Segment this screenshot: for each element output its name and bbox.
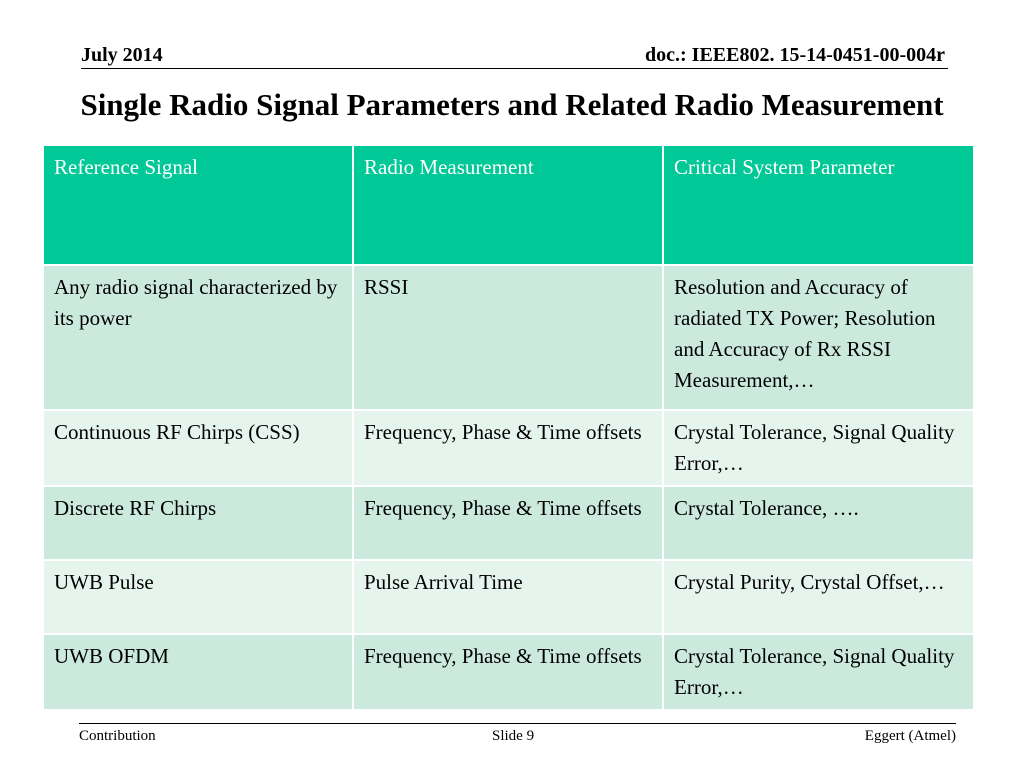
table-cell: Crystal Tolerance, …. <box>663 486 974 560</box>
header-date: July 2014 <box>81 44 163 66</box>
table-cell: Resolution and Accuracy of radiated TX Power; Resolution and Accuracy of Rx RSSI Measurement,… <box>663 265 974 410</box>
table-row <box>43 410 974 486</box>
column-header: Radio Measurement <box>353 145 663 265</box>
table-row <box>43 486 974 560</box>
table-cell: Any radio signal characterized by its power <box>43 265 353 410</box>
table-cell: Continuous RF Chirps (CSS) <box>43 410 353 486</box>
footer-rule <box>79 723 956 724</box>
slide-title: Single Radio Signal Parameters and Related Radio Measurement <box>80 87 944 122</box>
table-cell: Pulse Arrival Time <box>353 560 663 634</box>
table-header-row <box>43 145 974 265</box>
footer-left: Contribution <box>79 728 156 744</box>
table-cell: Crystal Tolerance, Signal Quality Error,… <box>663 634 974 710</box>
table-cell: RSSI <box>353 265 663 410</box>
parameters-table <box>42 144 975 711</box>
table-cell: Frequency, Phase & Time offsets <box>353 486 663 560</box>
table-row <box>43 634 974 710</box>
footer-slide-number: Slide 9 <box>492 728 535 744</box>
table-cell: Crystal Tolerance, Signal Quality Error,… <box>663 410 974 486</box>
table-cell: Frequency, Phase & Time offsets <box>353 410 663 486</box>
table-row <box>43 560 974 634</box>
table-cell: Crystal Purity, Crystal Offset,… <box>663 560 974 634</box>
header-rule <box>81 68 948 69</box>
table-cell: UWB OFDM <box>43 634 353 710</box>
table-row <box>43 265 974 410</box>
column-header: Critical System Parameter <box>663 145 974 265</box>
table-cell: Frequency, Phase & Time offsets <box>353 634 663 710</box>
header-doc-id: doc.: IEEE802. 15-14-0451-00-004r <box>645 44 945 66</box>
footer-author: Eggert (Atmel) <box>864 728 956 744</box>
table-cell: Discrete RF Chirps <box>43 486 353 560</box>
table-cell: UWB Pulse <box>43 560 353 634</box>
column-header: Reference Signal <box>43 145 353 265</box>
